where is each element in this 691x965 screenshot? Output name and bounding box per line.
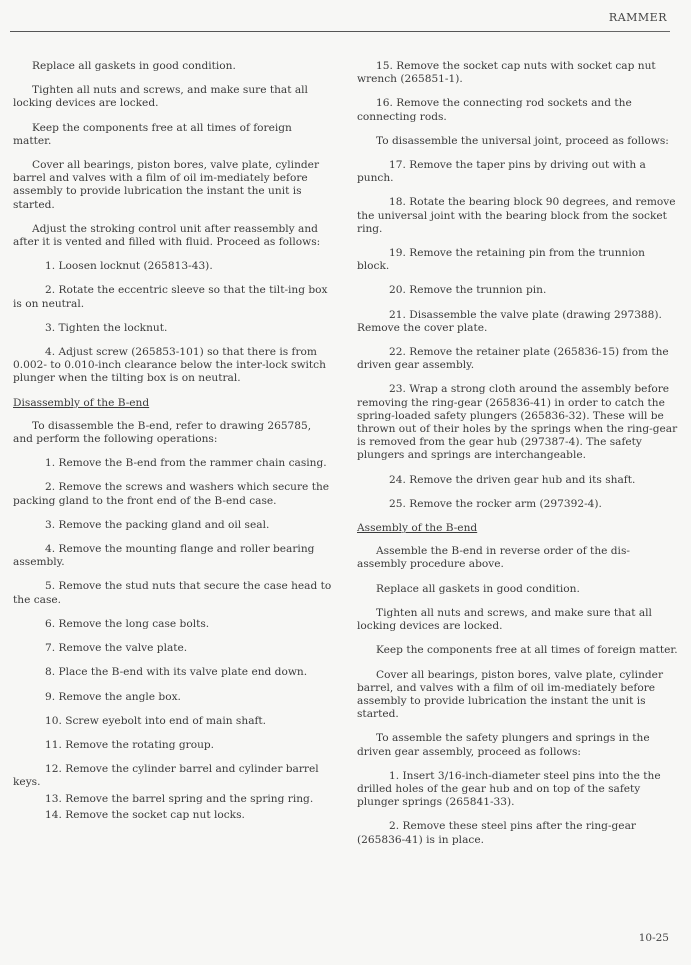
procedure-step: 13. Remove the barrel spring and the spring ring. xyxy=(45,792,314,805)
paragraph: Tighten all nuts and screws, and make sure that all locking devices are locked. xyxy=(357,606,652,633)
procedure-step: 9. Remove the angle box. xyxy=(45,690,181,703)
page-number: 10-25 xyxy=(638,932,669,944)
procedure-step: 3. Remove the packing gland and oil seal. xyxy=(45,518,270,531)
procedure-step: 2. Remove the screws and washers which secure the packing gland to the front end of the B-end case. xyxy=(13,481,330,507)
paragraph: To disassemble the universal joint, proceed as follows: xyxy=(376,134,669,147)
procedure-step: 4. Remove the mounting flange and roller bearing assembly. xyxy=(13,543,315,569)
procedure-step: 20. Remove the trunnion pin. xyxy=(389,284,547,297)
paragraph: Keep the components free at all times of foreign matter. xyxy=(376,644,678,657)
procedure-step: 22. Remove the retainer plate (265836-15) from the driven gear assembly. xyxy=(357,346,669,372)
procedure-step: 10. Screw eyebolt into end of main shaft. xyxy=(45,714,267,727)
procedure-step: 3. Tighten the locknut. xyxy=(45,321,168,334)
section-heading: Disassembly of the B-end xyxy=(13,396,150,409)
paragraph: Adjust the stroking control unit after reassembly and after it is vented and filled with fluid. Proceed as follows: xyxy=(13,222,321,249)
procedure-step: 19. Remove the retaining pin from the trunnion block. xyxy=(357,247,645,273)
procedure-step: 16. Remove the connecting rod sockets and the connecting rods. xyxy=(357,97,632,123)
section-heading: Assembly of the B-end xyxy=(357,522,478,535)
header-rule-right xyxy=(500,31,670,32)
paragraph: Keep the components free at all times of foreign matter. xyxy=(13,121,292,147)
procedure-step: 1. Insert 3/16-inch-diameter steel pins into the the drilled holes of the gear hub and on top of the safety plunger springs (265841-33). xyxy=(357,769,661,809)
paragraph: Assemble the B-end in reverse order of the dis-assembly procedure above. xyxy=(357,545,630,571)
procedure-step: 1. Loosen locknut (265813-43). xyxy=(45,260,213,273)
running-header: RAMMER xyxy=(608,11,667,24)
paragraph: Replace all gaskets in good condition. xyxy=(32,60,236,72)
left-column xyxy=(13,60,333,833)
procedure-step: 14. Remove the socket cap nut locks. xyxy=(45,808,245,821)
procedure-step: 8. Place the B-end with its valve plate end down. xyxy=(45,666,308,679)
paragraph: Tighten all nuts and screws, and make sure that all locking devices are locked. xyxy=(13,84,308,110)
right-column xyxy=(357,60,679,858)
paragraph: Replace all gaskets in good condition. xyxy=(376,582,580,595)
paragraph: To assemble the safety plungers and springs in the driven gear assembly, proceed as follows: xyxy=(357,732,650,758)
procedure-step: 5. Remove the stud nuts that secure the case head to the case. xyxy=(13,580,332,606)
procedure-step: 12. Remove the cylinder barrel and cylinder barrel keys. xyxy=(13,763,319,789)
procedure-step: 17. Remove the taper pins by driving out with a punch. xyxy=(357,159,646,185)
procedure-step: 24. Remove the driven gear hub and its shaft. xyxy=(389,473,636,486)
procedure-step: 15. Remove the socket cap nuts with socket cap nut wrench (265851-1). xyxy=(357,60,656,86)
procedure-step: 23. Wrap a strong cloth around the assembly before removing the ring-gear (265836-41) in order to catch the spring-loaded safety plungers (265836-32). These will be thrown out of their holes by the springs when the ring-gear is removed from the gear hub (297387-4). The safety plungers and springs are interchangeable. xyxy=(357,383,678,462)
header-rule xyxy=(10,31,501,32)
paragraph: To disassemble the B-end, refer to drawing 265785, and perform the following operations: xyxy=(13,419,312,446)
procedure-step: 11. Remove the rotating group. xyxy=(45,738,215,751)
procedure-step: 18. Rotate the bearing block 90 degrees, and remove the universal joint with the bearing block from the socket ring. xyxy=(357,196,676,235)
procedure-step: 6. Remove the long case bolts. xyxy=(45,617,210,630)
procedure-step: 21. Disassemble the valve plate (drawing 297388). Remove the cover plate. xyxy=(357,308,662,334)
procedure-step: 25. Remove the rocker arm (297392-4). xyxy=(389,497,602,510)
paragraph: Cover all bearings, piston bores, valve plate, cylinder barrel, and valves with a film of oil im-mediately before assembly to provide lubrication the instant the unit is started. xyxy=(357,668,664,721)
procedure-step: 2. Remove these steel pins after the ring-gear (265836-41) is in place. xyxy=(357,820,636,846)
paragraph: Cover all bearings, piston bores, valve plate, cylinder barrel and valves with a film of oil im-mediately before assembly to provide lubrication the instant the unit is started. xyxy=(13,159,320,211)
procedure-step: 4. Adjust screw (265853-101) so that there is from 0.002- to 0.010-inch clearance below the inter-lock switch plunger when the tilting box is on neutral. xyxy=(13,346,326,385)
procedure-step: 1. Remove the B-end from the rammer chain casing. xyxy=(45,457,327,470)
procedure-step: 7. Remove the valve plate. xyxy=(45,642,188,655)
procedure-step: 2. Rotate the eccentric sleeve so that the tilt-ing box is on neutral. xyxy=(13,284,328,310)
